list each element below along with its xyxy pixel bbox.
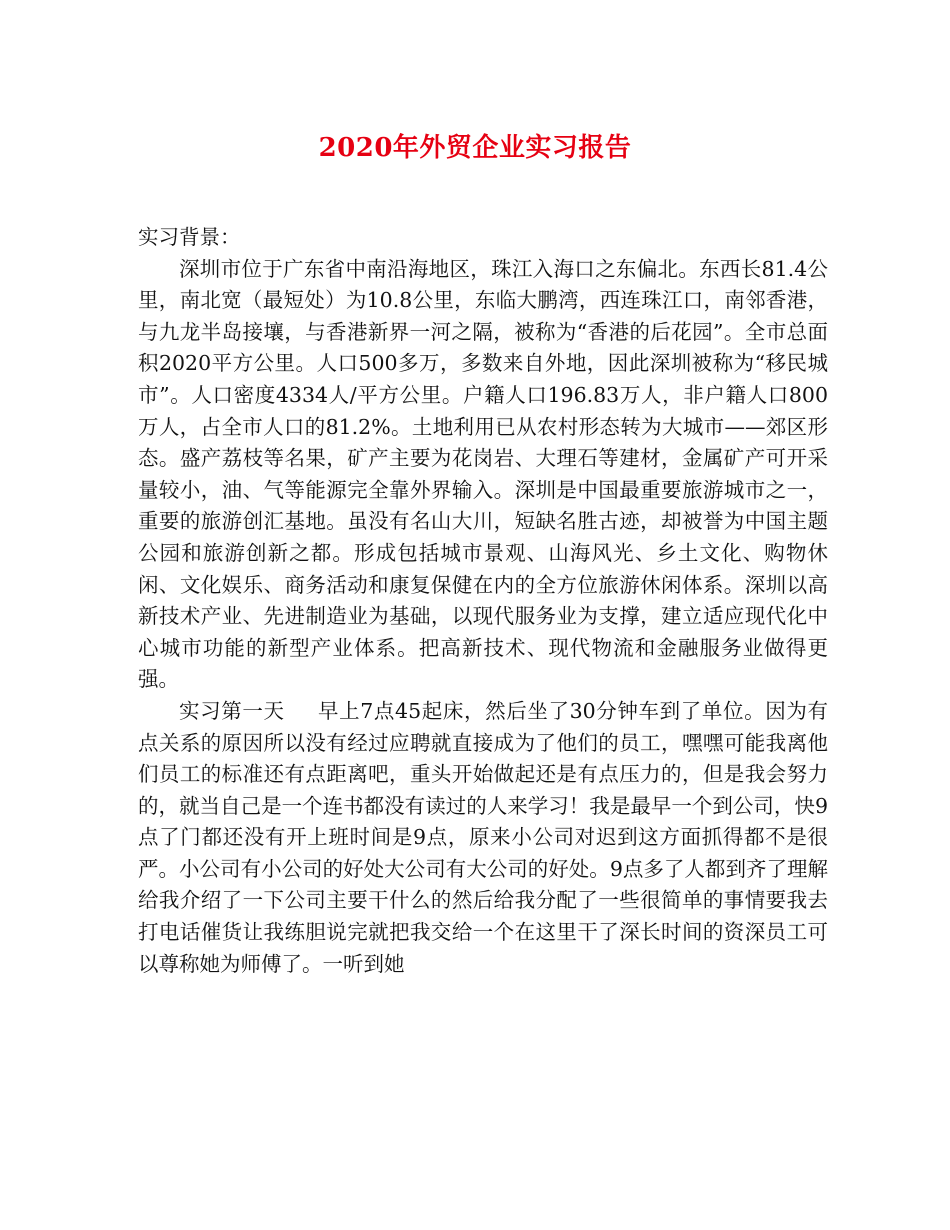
paragraph-background: 深圳市位于广东省中南沿海地区，珠江入海口之东偏北。东西长81.4公里，南北宽（最短处）为10.8公里，东临大鹏湾，西连珠江口，南邻香港，与九龙半岛接壤，与香港新界一河之隔，被称为“香港的后花园”。全市总面积2020平方公里。人口500多万，多数来自外地，因此深圳被称为“移民城市”。人口密度4334人/平方公里。户籍人口196.83万人，非户籍人口800万人，占全市人口的81.2%。土地利用已从农村形态转为大城市——郊区形态。盛产荔枝等名果，矿产主要为花岗岩、大理石等建材，金属矿产可开采量较小，油、气等能源完全靠外界输入。深圳是中国最重要旅游城市之一，重要的旅游创汇基地。虽没有名山大川，短缺名胜古迹，却被誉为中国主题公园和旅游创新之都。形成包括城市景观、山海风光、乡土文化、购物休闲、文化娱乐、商务活动和康复保健在内的全方位旅游休闲体系。深圳以高新技术产业、先进制造业为基础，以现代服务业为支撑，建立适应现代化中心城市功能的新型产业体系。把高新技术、现代物流和金融服务业做得更强。 (138, 256, 828, 692)
document-body (138, 222, 828, 980)
section-label: 实习背景： (138, 225, 241, 249)
paragraph-day-one (138, 696, 828, 980)
day-one-text: 早上7点45起床，然后坐了30分钟车到了单位。因为有点关系的原因所以没有经过应聘就直接成为了他们的员工，嘿嘿可能我离他们员工的标准还有点距离吧，重头开始做起还是有点压力的，但是我会努力的，就当自己是一个连书都没有读过的人来学习！我是最早一个到公司，快9点了门都还没有开上班时间是9点，原来小公司对迟到这方面抓得都不是很严。小公司有小公司的好处大公司有大公司的好处。9点多了人都到齐了理解给我介绍了一下公司主要干什么的然后给我分配了一些很简单的事情要我去打电话催货让我练胆说完就把我交给一个在这里干了深长时间的资深员工可以尊称她为师傅了。一听到她 (138, 698, 829, 976)
day-one-label: 实习第一天 (179, 698, 285, 723)
document-title: 2020年外贸企业实习报告 (318, 133, 632, 163)
